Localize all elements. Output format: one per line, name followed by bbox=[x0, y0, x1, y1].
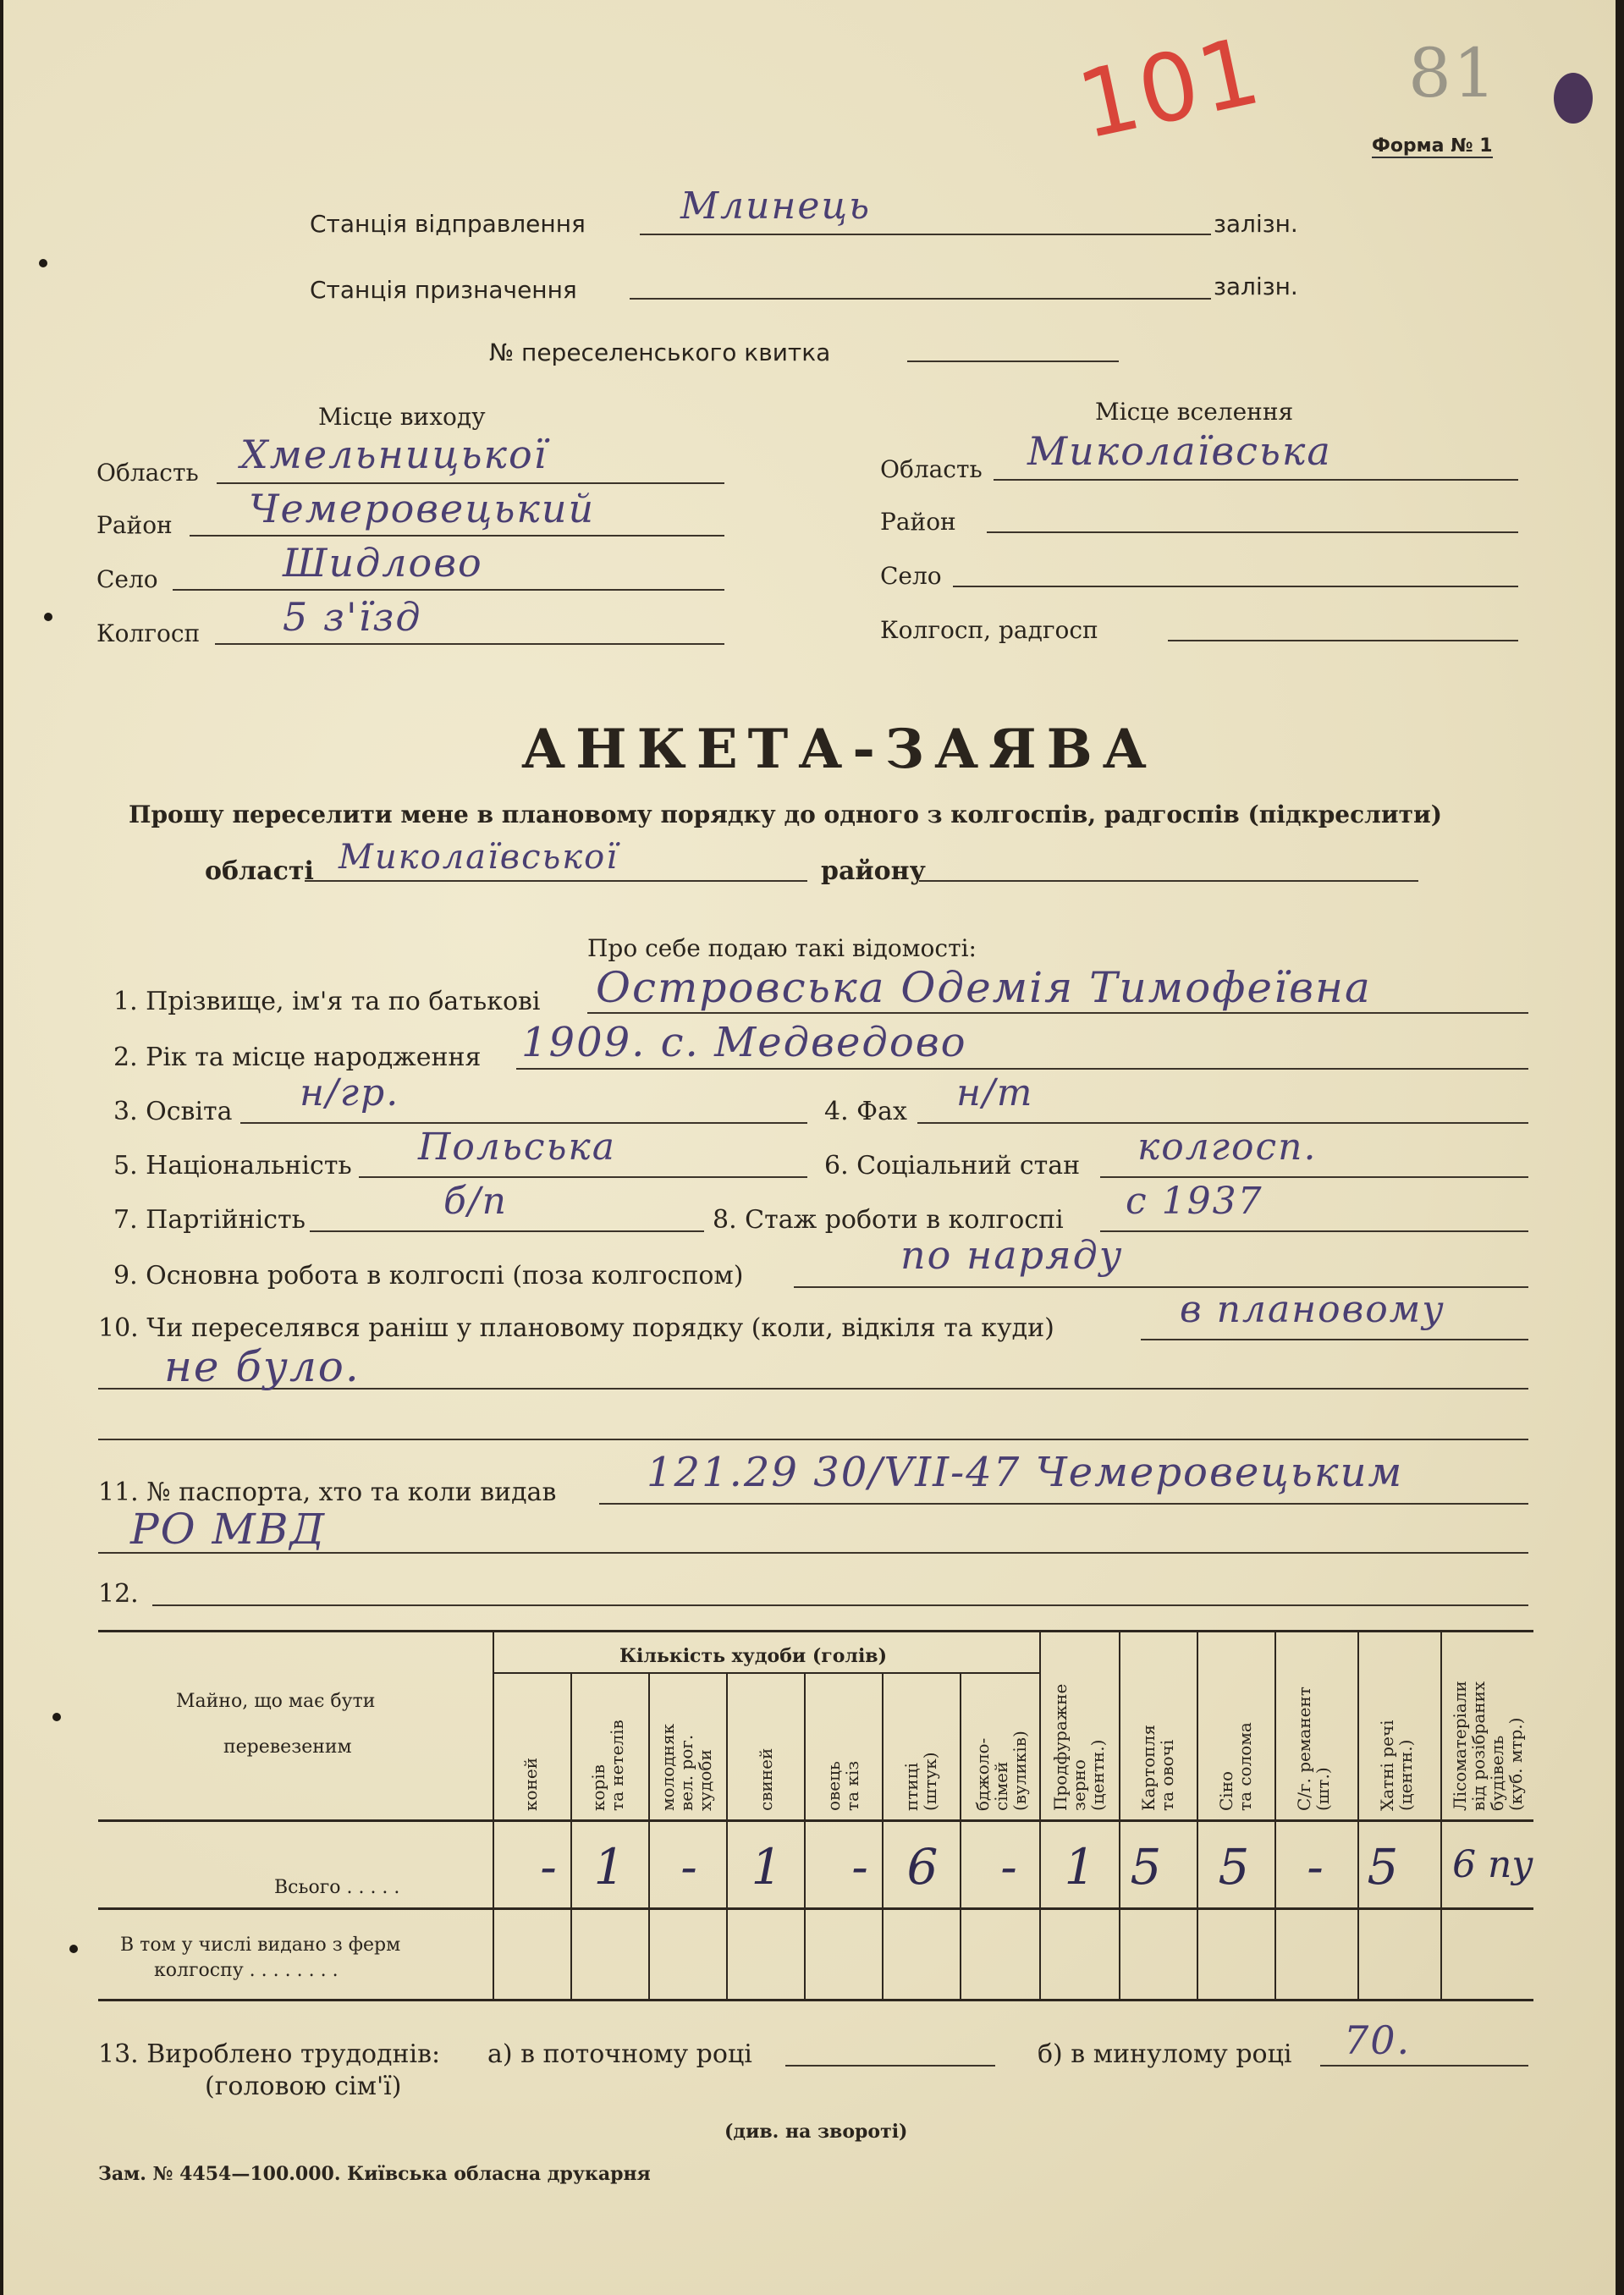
origin-selo-line bbox=[173, 589, 724, 591]
field-2-value: 1909. с. Медведово bbox=[521, 1019, 967, 1066]
field-6-line bbox=[1100, 1176, 1528, 1178]
field-4-line bbox=[917, 1122, 1528, 1124]
field-6-label: 6. Соціальний стан bbox=[824, 1151, 1081, 1181]
ticket-number-line bbox=[907, 360, 1119, 362]
ink-blot bbox=[1554, 73, 1593, 124]
binding-hole-top bbox=[39, 259, 47, 267]
total-sheep-goats: - bbox=[851, 1838, 868, 1896]
workdays-previous-value: 70. bbox=[1344, 2017, 1412, 2063]
request-oblast-value: Миколаївської bbox=[339, 838, 619, 877]
field-10-value-2: не було. bbox=[164, 1342, 361, 1391]
departure-railway-suffix: залізн. bbox=[1214, 210, 1298, 238]
field-11-value-1: 121.29 30/VII-47 Чемеровецьким bbox=[647, 1449, 1404, 1496]
table-vline-10 bbox=[1274, 1630, 1276, 1999]
see-reverse-note: (див. на звороті) bbox=[724, 2121, 908, 2143]
field-10-value-1: в плановому bbox=[1180, 1288, 1445, 1331]
archive-number-red: 101 bbox=[1069, 15, 1270, 161]
table-bottom-border bbox=[98, 1999, 1533, 2001]
destination-oblast-label: Область bbox=[880, 455, 983, 483]
table-vline-3 bbox=[726, 1672, 728, 1999]
about-heading: Про себе подаю такі відомості: bbox=[587, 934, 977, 962]
workdays-previous-label: б) в минулому році bbox=[1038, 2039, 1292, 2069]
origin-kolhosp-line bbox=[215, 643, 724, 645]
field-8-value: с 1937 bbox=[1126, 1180, 1263, 1223]
field-4-value: н/т bbox=[956, 1071, 1034, 1114]
field-11-value-2: РО МВД bbox=[130, 1505, 327, 1554]
table-vline-9 bbox=[1197, 1630, 1198, 1999]
field-11-label: 11. № паспорта, хто та коли видав bbox=[98, 1478, 557, 1507]
col-horses: коней bbox=[520, 1757, 541, 1811]
field-6-value: колгосп. bbox=[1137, 1125, 1318, 1169]
row-farm-label-1: В том у числі видано з ферм bbox=[120, 1935, 401, 1956]
workdays-sub-label: (головою сім'ї) bbox=[205, 2072, 402, 2101]
request-text: Прошу переселити мене в плановому порядку до одного з колгоспів, радгоспів (підкреслити) bbox=[129, 801, 1443, 828]
field-2-label: 2. Рік та місце народження bbox=[113, 1043, 482, 1072]
col-hay: Сіно та солома bbox=[1216, 1722, 1255, 1811]
col-beehives: бджоло- сімей (вуликів) bbox=[972, 1731, 1030, 1811]
table-top-border bbox=[98, 1630, 1533, 1632]
total-beehives: - bbox=[1000, 1838, 1017, 1896]
binding-hole-bottom bbox=[69, 1945, 78, 1953]
archive-number-pencil: 81 bbox=[1408, 34, 1498, 113]
col-tools: С/г. реманент (шт.) bbox=[1294, 1687, 1333, 1811]
binding-hole-mid bbox=[44, 613, 52, 621]
workdays-previous-line bbox=[1320, 2065, 1528, 2067]
field-9-label: 9. Основна робота в колгоспі (поза колгоспом) bbox=[113, 1261, 744, 1291]
field-1-label: 1. Прізвище, ім'я та по батькові bbox=[113, 987, 541, 1016]
field-1-line bbox=[587, 1012, 1528, 1014]
col-sheep-goats: овець та кіз bbox=[823, 1760, 862, 1811]
form-sheet bbox=[3, 0, 1616, 2295]
col-poultry: птиці (штук) bbox=[901, 1752, 940, 1811]
destination-heading: Місце вселення bbox=[1095, 398, 1294, 426]
total-horses: - bbox=[540, 1838, 557, 1896]
request-raion-line bbox=[919, 880, 1418, 882]
origin-selo-label: Село bbox=[96, 565, 158, 593]
field-8-line bbox=[1100, 1230, 1528, 1232]
col-young-cattle: молодняк вел. рог. худоби bbox=[658, 1723, 715, 1811]
total-poultry: 6 bbox=[906, 1838, 939, 1896]
table-vline-1 bbox=[570, 1672, 572, 1999]
origin-heading: Місце виходу bbox=[318, 403, 486, 431]
col-household: Хатні речі (центн.) bbox=[1377, 1720, 1416, 1811]
col-timber: Лісоматеріали від розібраних будівель (куб. мтр.) bbox=[1450, 1681, 1526, 1811]
origin-oblast-line bbox=[217, 482, 724, 484]
field-9-value: по наряду bbox=[900, 1232, 1124, 1278]
livestock-header: Кількість худоби (голів) bbox=[619, 1645, 887, 1667]
request-raion-label: району bbox=[821, 856, 926, 886]
field-10-line-3 bbox=[98, 1439, 1528, 1440]
table-vline-5 bbox=[882, 1672, 884, 1999]
destination-railway-suffix: залізн. bbox=[1214, 272, 1298, 300]
destination-oblast-line bbox=[994, 479, 1518, 481]
field-1-value: Островська Одемія Тимофеївна bbox=[596, 963, 1372, 1012]
total-young-cattle: - bbox=[680, 1838, 697, 1896]
destination-selo-line bbox=[953, 586, 1518, 587]
workdays-label: 13. Вироблено трудоднів: bbox=[98, 2039, 441, 2069]
destination-oblast-value: Миколаївська bbox=[1027, 428, 1332, 474]
origin-raion-label: Район bbox=[96, 511, 173, 539]
table-vline-12 bbox=[1440, 1630, 1442, 1999]
field-10-line-1 bbox=[1141, 1339, 1528, 1340]
total-tools: - bbox=[1307, 1838, 1324, 1896]
field-3-line bbox=[240, 1122, 807, 1124]
destination-raion-label: Район bbox=[880, 508, 956, 536]
table-vline-8 bbox=[1119, 1630, 1120, 1999]
total-hay: 5 bbox=[1218, 1838, 1250, 1896]
destination-station-label: Станція призначення bbox=[310, 276, 577, 304]
destination-selo-label: Село bbox=[880, 562, 942, 590]
workdays-current-line bbox=[785, 2065, 995, 2067]
table-vline-2 bbox=[648, 1672, 650, 1999]
destination-kolhosp-line bbox=[1168, 640, 1518, 641]
table-vline-0 bbox=[493, 1630, 494, 1999]
field-5-line bbox=[359, 1176, 807, 1178]
row-farm-label-2: колгоспу . . . . . . . . bbox=[154, 1960, 339, 1981]
field-5-value: Польська bbox=[418, 1125, 616, 1169]
ticket-number-label: № переселенського квитка bbox=[489, 338, 831, 366]
col-pigs: свиней bbox=[756, 1747, 776, 1811]
destination-kolhosp-label: Колгосп, радгосп bbox=[880, 616, 1098, 644]
departure-station-value: Млинець bbox=[680, 184, 872, 228]
destination-station-line bbox=[630, 298, 1211, 300]
field-10-label: 10. Чи переселявся раніш у плановому порядку (коли, відкіля та куди) bbox=[98, 1313, 1054, 1343]
field-7-value: б/п bbox=[443, 1180, 509, 1223]
origin-oblast-label: Область bbox=[96, 459, 199, 487]
form-title: АНКЕТА-ЗАЯВА bbox=[521, 718, 1157, 781]
col-cows: корів та нетелів bbox=[588, 1720, 627, 1811]
table-total-bottom bbox=[98, 1907, 1533, 1910]
departure-station-label: Станція відправлення bbox=[310, 210, 586, 238]
table-vline-11 bbox=[1357, 1630, 1359, 1999]
table-vline-7 bbox=[1039, 1630, 1041, 1999]
form-number-label: Форма № 1 bbox=[1372, 135, 1493, 157]
field-12-line bbox=[152, 1604, 1528, 1606]
table-vline-4 bbox=[804, 1672, 806, 1999]
field-8-label: 8. Стаж роботи в колгоспі bbox=[713, 1205, 1064, 1235]
table-header-bottom bbox=[98, 1819, 1533, 1822]
field-7-label: 7. Партійність bbox=[113, 1205, 306, 1235]
col-potatoes: Картопля та овочі bbox=[1138, 1725, 1177, 1811]
origin-selo-value: Шидлово bbox=[283, 540, 483, 586]
field-7-line bbox=[310, 1230, 704, 1232]
destination-raion-line bbox=[987, 531, 1518, 533]
field-12-label: 12. bbox=[98, 1579, 139, 1609]
printing-info: Зам. № 4454—100.000. Київська обласна друкарня bbox=[98, 2163, 651, 2185]
total-timber: 6 пу bbox=[1452, 1843, 1533, 1886]
origin-raion-value: Чемеровецький bbox=[249, 486, 596, 531]
origin-raion-line bbox=[190, 535, 724, 537]
field-11-line-1 bbox=[599, 1503, 1528, 1505]
field-3-label: 3. Освіта bbox=[113, 1097, 233, 1126]
field-2-line bbox=[516, 1068, 1528, 1070]
property-label-line-1: Майно, що має бути bbox=[176, 1691, 376, 1712]
origin-kolhosp-value: 5 з'їзд bbox=[283, 594, 422, 640]
row-total-label: Всього . . . . . bbox=[274, 1877, 400, 1898]
request-oblast-label: області bbox=[205, 856, 314, 886]
col-grain: Продфуражне зерно (центн.) bbox=[1050, 1683, 1108, 1811]
binding-hole-low bbox=[52, 1713, 61, 1721]
total-grain: 1 bbox=[1064, 1838, 1096, 1896]
property-label-line-2: перевезеним bbox=[223, 1736, 352, 1758]
field-4-label: 4. Фах bbox=[824, 1097, 907, 1126]
livestock-header-line bbox=[494, 1672, 1040, 1674]
total-pigs: 1 bbox=[751, 1838, 783, 1896]
origin-oblast-value: Хмельницької bbox=[240, 432, 548, 477]
field-5-label: 5. Національність bbox=[113, 1151, 352, 1181]
table-vline-6 bbox=[960, 1672, 961, 1999]
total-household: 5 bbox=[1367, 1838, 1399, 1896]
workdays-current-label: а) в поточному році bbox=[487, 2039, 752, 2069]
origin-kolhosp-label: Колгосп bbox=[96, 619, 201, 647]
total-potatoes: 5 bbox=[1130, 1838, 1162, 1896]
request-oblast-line bbox=[305, 880, 807, 882]
total-cows: 1 bbox=[593, 1838, 625, 1896]
departure-station-line bbox=[640, 234, 1211, 235]
field-3-value: н/гр. bbox=[300, 1071, 400, 1114]
